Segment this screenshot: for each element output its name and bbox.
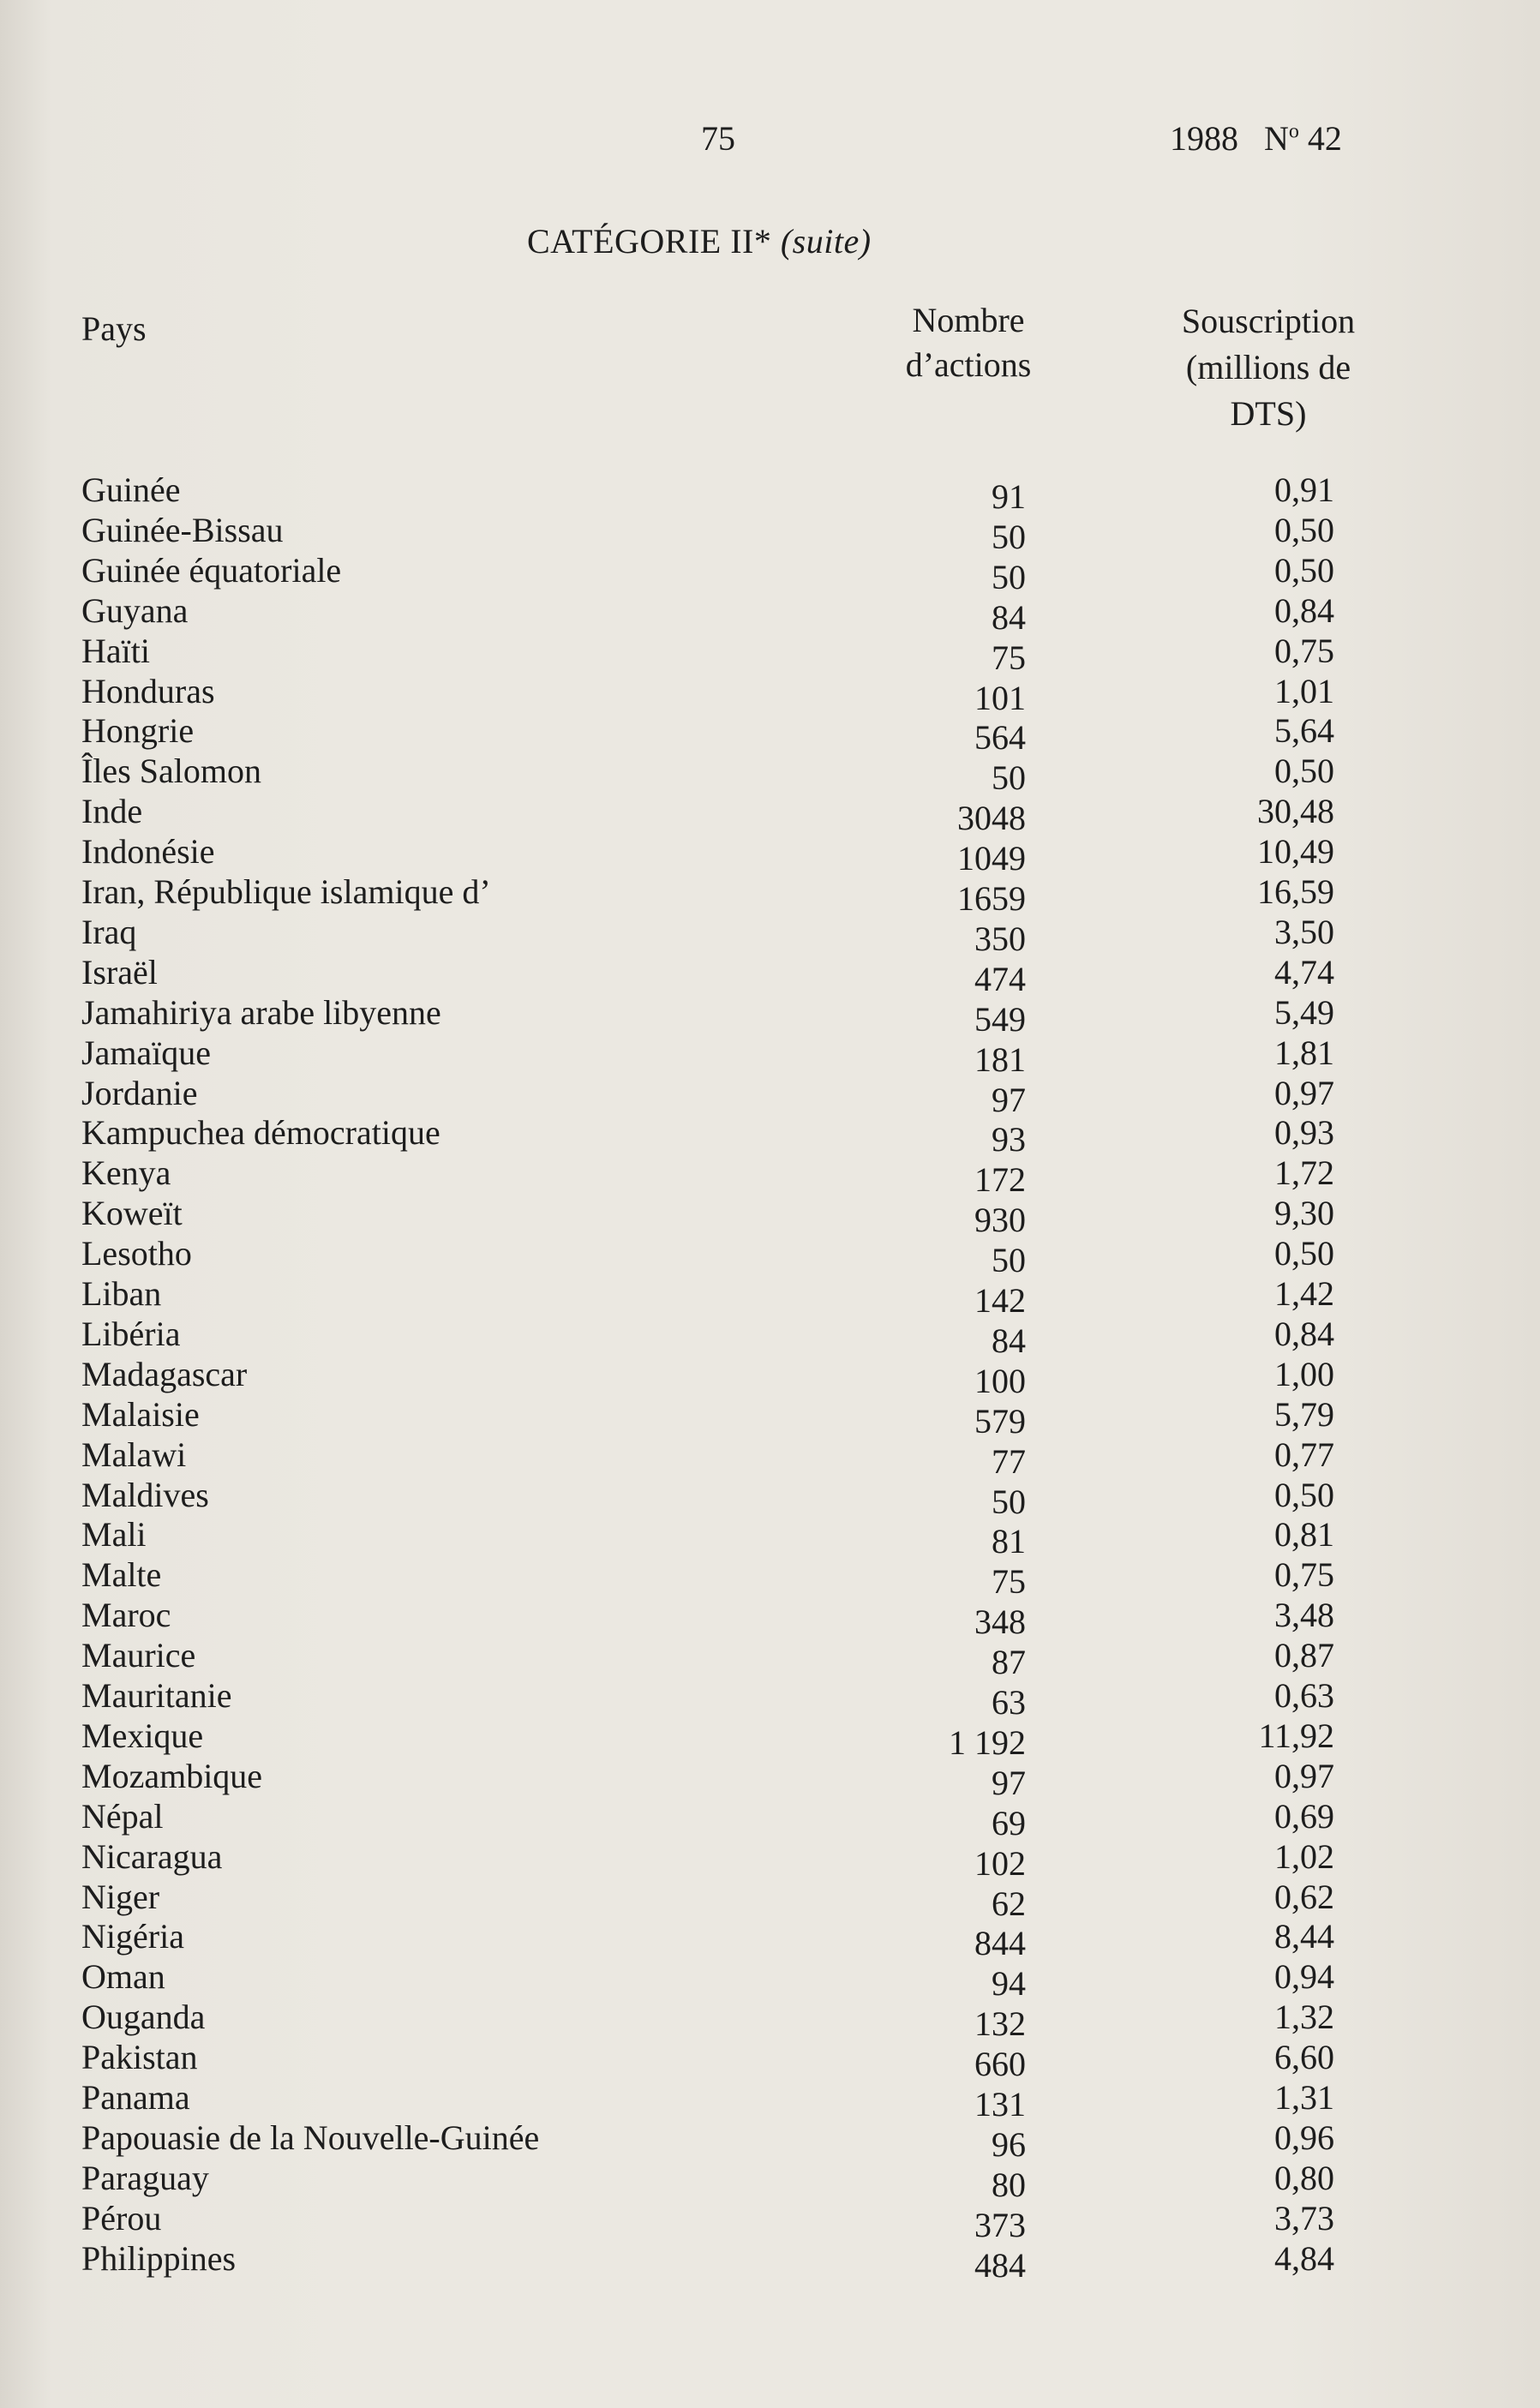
subscription-amount: 0,50 xyxy=(1274,1234,1334,1273)
title-suite: (suite) xyxy=(780,222,872,261)
table-row xyxy=(0,1997,1540,2044)
column-header-pays: Pays xyxy=(81,309,147,348)
subscription-amount: 0,75 xyxy=(1274,631,1334,670)
table-row xyxy=(0,1916,1540,1963)
subscription-amount: 3,73 xyxy=(1274,2198,1334,2237)
country-name: Mozambique xyxy=(81,1756,263,1795)
subscription-amount: 1,01 xyxy=(1274,671,1334,710)
table-row xyxy=(0,952,1540,998)
subscription-amount: 8,44 xyxy=(1274,1917,1334,1956)
share-count: 97 xyxy=(992,1763,1026,1802)
table-row xyxy=(0,671,1540,717)
country-name: Maurice xyxy=(81,1636,196,1675)
table-row xyxy=(0,470,1540,516)
country-name: Papouasie de la Nouvelle-Guinée xyxy=(81,2117,540,2157)
country-name: Inde xyxy=(81,792,143,831)
share-count: 87 xyxy=(992,1643,1026,1682)
table-row xyxy=(0,751,1540,798)
table-row xyxy=(0,1877,1540,1923)
table-row xyxy=(0,2077,1540,2123)
share-count: 474 xyxy=(974,959,1026,998)
table-row xyxy=(0,2198,1540,2244)
subscription-amount: 0,77 xyxy=(1274,1435,1334,1474)
share-count: 93 xyxy=(992,1120,1026,1159)
table-row xyxy=(0,1193,1540,1240)
subscription-amount: 0,97 xyxy=(1274,1073,1334,1112)
country-name: Malaisie xyxy=(81,1394,200,1434)
share-count: 350 xyxy=(974,919,1026,958)
country-name: Guyana xyxy=(81,590,189,630)
table-row xyxy=(0,1435,1540,1481)
share-count: 579 xyxy=(974,1401,1026,1441)
table-row xyxy=(0,1273,1540,1320)
table-row xyxy=(0,1112,1540,1159)
table-row xyxy=(0,510,1540,556)
country-name: Koweït xyxy=(81,1194,183,1233)
share-count: 84 xyxy=(992,597,1026,637)
subscription-amount: 6,60 xyxy=(1274,2038,1334,2077)
share-count: 69 xyxy=(992,1803,1026,1842)
share-count: 1049 xyxy=(957,839,1026,878)
subscription-amount: 1,32 xyxy=(1274,1998,1334,2037)
subscription-amount: 0,69 xyxy=(1274,1796,1334,1836)
share-count: 142 xyxy=(974,1281,1026,1320)
country-name: Nigéria xyxy=(81,1917,184,1956)
country-name: Panama xyxy=(81,2078,190,2117)
country-name: Kenya xyxy=(81,1153,171,1193)
country-name: Népal xyxy=(81,1796,164,1836)
table-row xyxy=(0,631,1540,677)
table-row xyxy=(0,912,1540,958)
country-name: Guinée xyxy=(81,470,181,509)
share-count: 96 xyxy=(992,2124,1026,2164)
country-name: Indonésie xyxy=(81,832,215,872)
table-row xyxy=(0,1394,1540,1441)
share-count: 101 xyxy=(974,678,1026,717)
subscription-amount: 0,87 xyxy=(1274,1636,1334,1675)
share-count: 50 xyxy=(992,1241,1026,1280)
subscription-amount: 0,80 xyxy=(1274,2158,1334,2197)
country-name: Pakistan xyxy=(81,2038,198,2077)
share-count: 97 xyxy=(992,1080,1026,1119)
share-count: 94 xyxy=(992,1964,1026,2004)
share-count: 844 xyxy=(974,1924,1026,1963)
subscription-amount: 1,42 xyxy=(1274,1274,1334,1313)
country-name: Hongrie xyxy=(81,711,195,751)
subscription-amount: 5,64 xyxy=(1274,711,1334,751)
table-row xyxy=(0,710,1540,758)
subscription-amount: 0,91 xyxy=(1274,470,1334,509)
table-row xyxy=(0,1153,1540,1200)
table-row xyxy=(0,1514,1540,1561)
subscription-amount: 0,50 xyxy=(1274,1475,1334,1514)
country-name: Kampuchea démocratique xyxy=(81,1113,440,1153)
country-name: Oman xyxy=(81,1957,165,1997)
country-name: Ouganda xyxy=(81,1998,206,2037)
share-count: 131 xyxy=(974,2085,1026,2123)
subscription-amount: 0,84 xyxy=(1274,1314,1334,1353)
country-name: Libéria xyxy=(81,1314,181,1353)
table-row xyxy=(0,1595,1540,1642)
country-name: Nicaragua xyxy=(81,1836,223,1876)
table-row xyxy=(0,590,1540,637)
share-count: 484 xyxy=(974,2245,1026,2285)
table-row xyxy=(0,1716,1540,1762)
subscription-amount: 0,97 xyxy=(1274,1756,1334,1795)
country-name: Iran, République islamique d’ xyxy=(81,872,491,911)
share-count: 373 xyxy=(974,2205,1026,2244)
subscription-amount: 0,50 xyxy=(1274,550,1334,590)
share-count: 75 xyxy=(992,638,1026,677)
share-count: 348 xyxy=(974,1602,1026,1642)
country-name: Lesotho xyxy=(81,1234,192,1273)
country-name: Guinée-Bissau xyxy=(81,510,284,549)
table-row xyxy=(0,872,1540,918)
country-name: Iraq xyxy=(81,912,137,951)
country-name: Malawi xyxy=(81,1435,187,1474)
share-count: 549 xyxy=(974,999,1026,1039)
subscription-amount: 0,93 xyxy=(1274,1113,1334,1153)
title-main: CATÉGORIE II* xyxy=(527,222,781,261)
subscription-amount: 1,00 xyxy=(1274,1354,1334,1393)
table-row xyxy=(0,1756,1540,1802)
share-count: 50 xyxy=(992,557,1026,596)
table-row xyxy=(0,1475,1540,1521)
table-row xyxy=(0,1796,1540,1842)
share-count: 100 xyxy=(974,1361,1026,1400)
share-count: 1 192 xyxy=(949,1722,1026,1762)
share-count: 102 xyxy=(974,1843,1026,1883)
subscription-amount: 3,50 xyxy=(1274,912,1334,951)
subscription-amount: 0,50 xyxy=(1274,752,1334,791)
table-row xyxy=(0,2117,1540,2164)
subscription-amount: 0,81 xyxy=(1274,1515,1334,1554)
subscription-amount: 5,79 xyxy=(1274,1394,1334,1434)
country-name: Haïti xyxy=(81,631,150,670)
table-row xyxy=(0,550,1540,596)
share-count: 50 xyxy=(992,1482,1026,1521)
page-number: 75 xyxy=(701,119,735,158)
table-row xyxy=(0,1836,1540,1883)
section-title xyxy=(527,221,872,261)
table-row xyxy=(0,1233,1540,1280)
country-name: Philippines xyxy=(81,2238,237,2278)
table-row xyxy=(0,2158,1540,2204)
issue-reference xyxy=(1170,118,1342,159)
subscription-amount: 30,48 xyxy=(1257,792,1334,831)
share-count: 62 xyxy=(992,1884,1026,1923)
subscription-amount: 0,84 xyxy=(1274,590,1334,630)
subscription-amount: 10,49 xyxy=(1257,832,1334,872)
share-count: 1659 xyxy=(957,879,1026,918)
share-count: 172 xyxy=(974,1160,1026,1200)
table-row xyxy=(0,1033,1540,1079)
table-row xyxy=(0,1635,1540,1682)
subscription-amount: 0,75 xyxy=(1274,1555,1334,1595)
share-count: 63 xyxy=(992,1683,1026,1722)
country-name: Mauritanie xyxy=(81,1676,232,1715)
issue-label: $N^o$ 42 xyxy=(1264,119,1342,158)
subscription-amount: 0,96 xyxy=(1274,2117,1334,2157)
share-count: 181 xyxy=(974,1039,1026,1079)
country-name: Îles Salomon xyxy=(81,752,261,791)
table-row xyxy=(0,2238,1540,2285)
share-count: 84 xyxy=(992,1321,1026,1360)
country-name: Maroc xyxy=(81,1596,171,1635)
subscription-amount: 1,31 xyxy=(1274,2078,1334,2117)
country-name: Israël xyxy=(81,952,158,991)
country-name: Guinée équatoriale xyxy=(81,550,342,590)
share-count: 132 xyxy=(974,2004,1026,2044)
subscription-amount: 1,72 xyxy=(1274,1153,1334,1193)
country-name: Mexique xyxy=(81,1716,204,1755)
country-name: Liban xyxy=(81,1274,162,1313)
country-name: Malte xyxy=(81,1555,162,1595)
subscription-amount: 4,74 xyxy=(1274,952,1334,991)
subscription-amount: 0,94 xyxy=(1274,1957,1334,1997)
table-row xyxy=(0,992,1540,1039)
country-name: Jordanie xyxy=(81,1073,198,1112)
share-count: 3048 xyxy=(957,799,1026,838)
table-row xyxy=(0,1956,1540,2004)
share-count: 50 xyxy=(992,758,1026,798)
table-row xyxy=(0,1073,1540,1119)
share-count: 50 xyxy=(992,517,1026,556)
share-count: 80 xyxy=(992,2165,1026,2204)
country-name: Honduras xyxy=(81,671,215,710)
country-name: Madagascar xyxy=(81,1354,248,1393)
country-name: Niger xyxy=(81,1877,160,1916)
subscription-amount: 0,50 xyxy=(1274,510,1334,549)
share-count: 75 xyxy=(992,1562,1026,1602)
country-name: Mali xyxy=(81,1515,147,1554)
table-row xyxy=(0,1675,1540,1722)
subscription-amount: 1,81 xyxy=(1274,1033,1334,1072)
country-name: Jamahiriya arabe libyenne xyxy=(81,992,441,1032)
share-count: 91 xyxy=(992,477,1026,516)
column-header-nombre: Nombre d’actions xyxy=(905,301,1032,384)
country-name: Maldives xyxy=(81,1475,209,1514)
table-row xyxy=(0,1314,1540,1360)
subscription-amount: 4,84 xyxy=(1274,2238,1334,2278)
subscription-amount: 16,59 xyxy=(1257,872,1334,911)
country-name: Jamaïque xyxy=(81,1033,212,1072)
table-row xyxy=(0,1554,1540,1602)
column-header-souscription: Souscription (millions de DTS) xyxy=(1181,302,1356,433)
table-row xyxy=(0,1354,1540,1400)
country-name: Paraguay xyxy=(81,2158,209,2197)
table-row xyxy=(0,791,1540,838)
country-name: Pérou xyxy=(81,2198,162,2237)
subscription-amount: 5,49 xyxy=(1274,992,1334,1032)
subscription-amount: 1,02 xyxy=(1274,1836,1334,1876)
subscription-amount: 3,48 xyxy=(1274,1596,1334,1635)
share-count: 660 xyxy=(974,2045,1026,2084)
subscription-amount: 0,62 xyxy=(1274,1877,1334,1916)
share-count: 81 xyxy=(992,1522,1026,1561)
share-count: 77 xyxy=(992,1441,1026,1481)
table-row xyxy=(0,2037,1540,2084)
table-row xyxy=(0,831,1540,878)
subscription-amount: 11,92 xyxy=(1258,1716,1334,1755)
share-count: 564 xyxy=(974,718,1026,758)
year: 1988 xyxy=(1170,119,1238,158)
subscription-amount: 9,30 xyxy=(1274,1194,1334,1233)
share-count: 930 xyxy=(974,1201,1026,1240)
subscription-amount: 0,63 xyxy=(1274,1676,1334,1715)
